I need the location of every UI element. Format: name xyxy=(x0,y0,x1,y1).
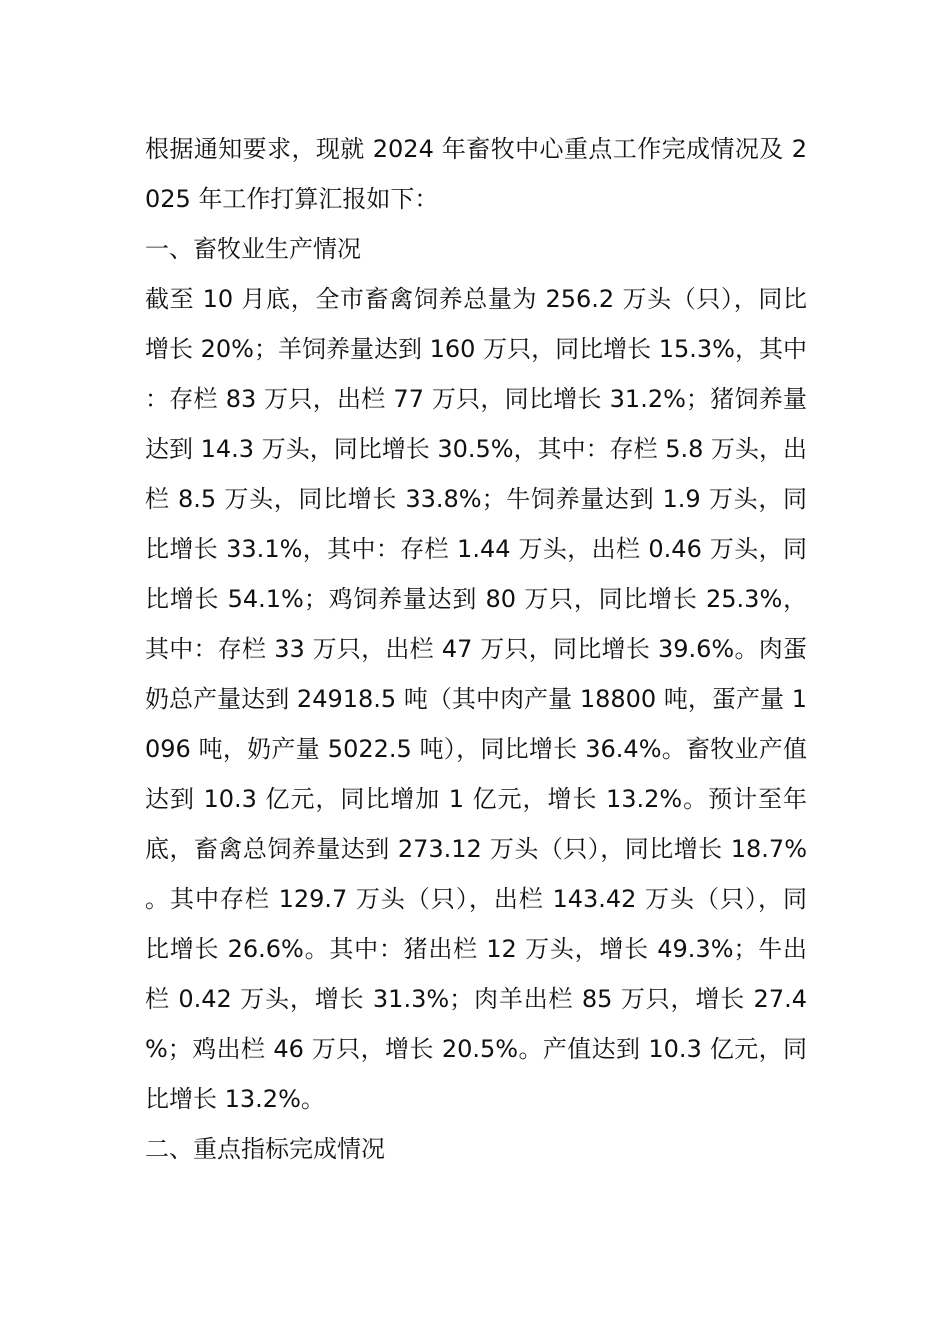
section-1-paragraph: 截至 10 月底，全市畜禽饲养总量为 256.2 万头（只），同比增长 20%；羊饲养量达到 160 万只，同比增长 15.3%，其中：存栏 83 万只，出栏 77 万只，同比增长 31.2%；猪饲养量达到 14.3 万头，同比增长 30.5%，其中：存栏 5.8 万头，出栏 8.5 万头，同比增长 33.8%；牛饲养量达到 1.9 万头，同比增长 33.1%，其中：存栏 1.44 万头，出栏 0.46 万头，同比增长 54.1%；鸡饲养量达到 80 万只，同比增长 25.3%，其中：存栏 33 万只，出栏 47 万只，同比增长 39.6%。肉蛋奶总产量达到 24918.5 吨（其中肉产量 18800 吨，蛋产量 1096 吨，奶产量 5022.5 吨），同比增长 36.4%。畜牧业产值达到 10.3 亿元，同比增加 1 亿元，增长 13.2%。预计至年底，畜禽总饲养量达到 273.12 万头（只），同比增长 18.7%。其中存栏 129.7 万头（只），出栏 143.42 万头（只），同比增长 26.6%。其中：猪出栏 12 万头，增长 49.3%；牛出栏 0.42 万头，增长 31.3%；肉羊出栏 85 万只，增长 27.4%；鸡出栏 46 万只，增长 20.5%。产值达到 10.3 亿元，同比增长 13.2%。 xyxy=(145,285,807,1113)
document-body xyxy=(145,124,807,1174)
intro-paragraph: 根据通知要求，现就 2024 年畜牧中心重点工作完成情况及 2025 年工作打算汇报如下： xyxy=(145,135,807,213)
section-2-heading: 二、重点指标完成情况 xyxy=(145,1135,385,1163)
section-1-heading: 一、畜牧业生产情况 xyxy=(145,235,361,263)
